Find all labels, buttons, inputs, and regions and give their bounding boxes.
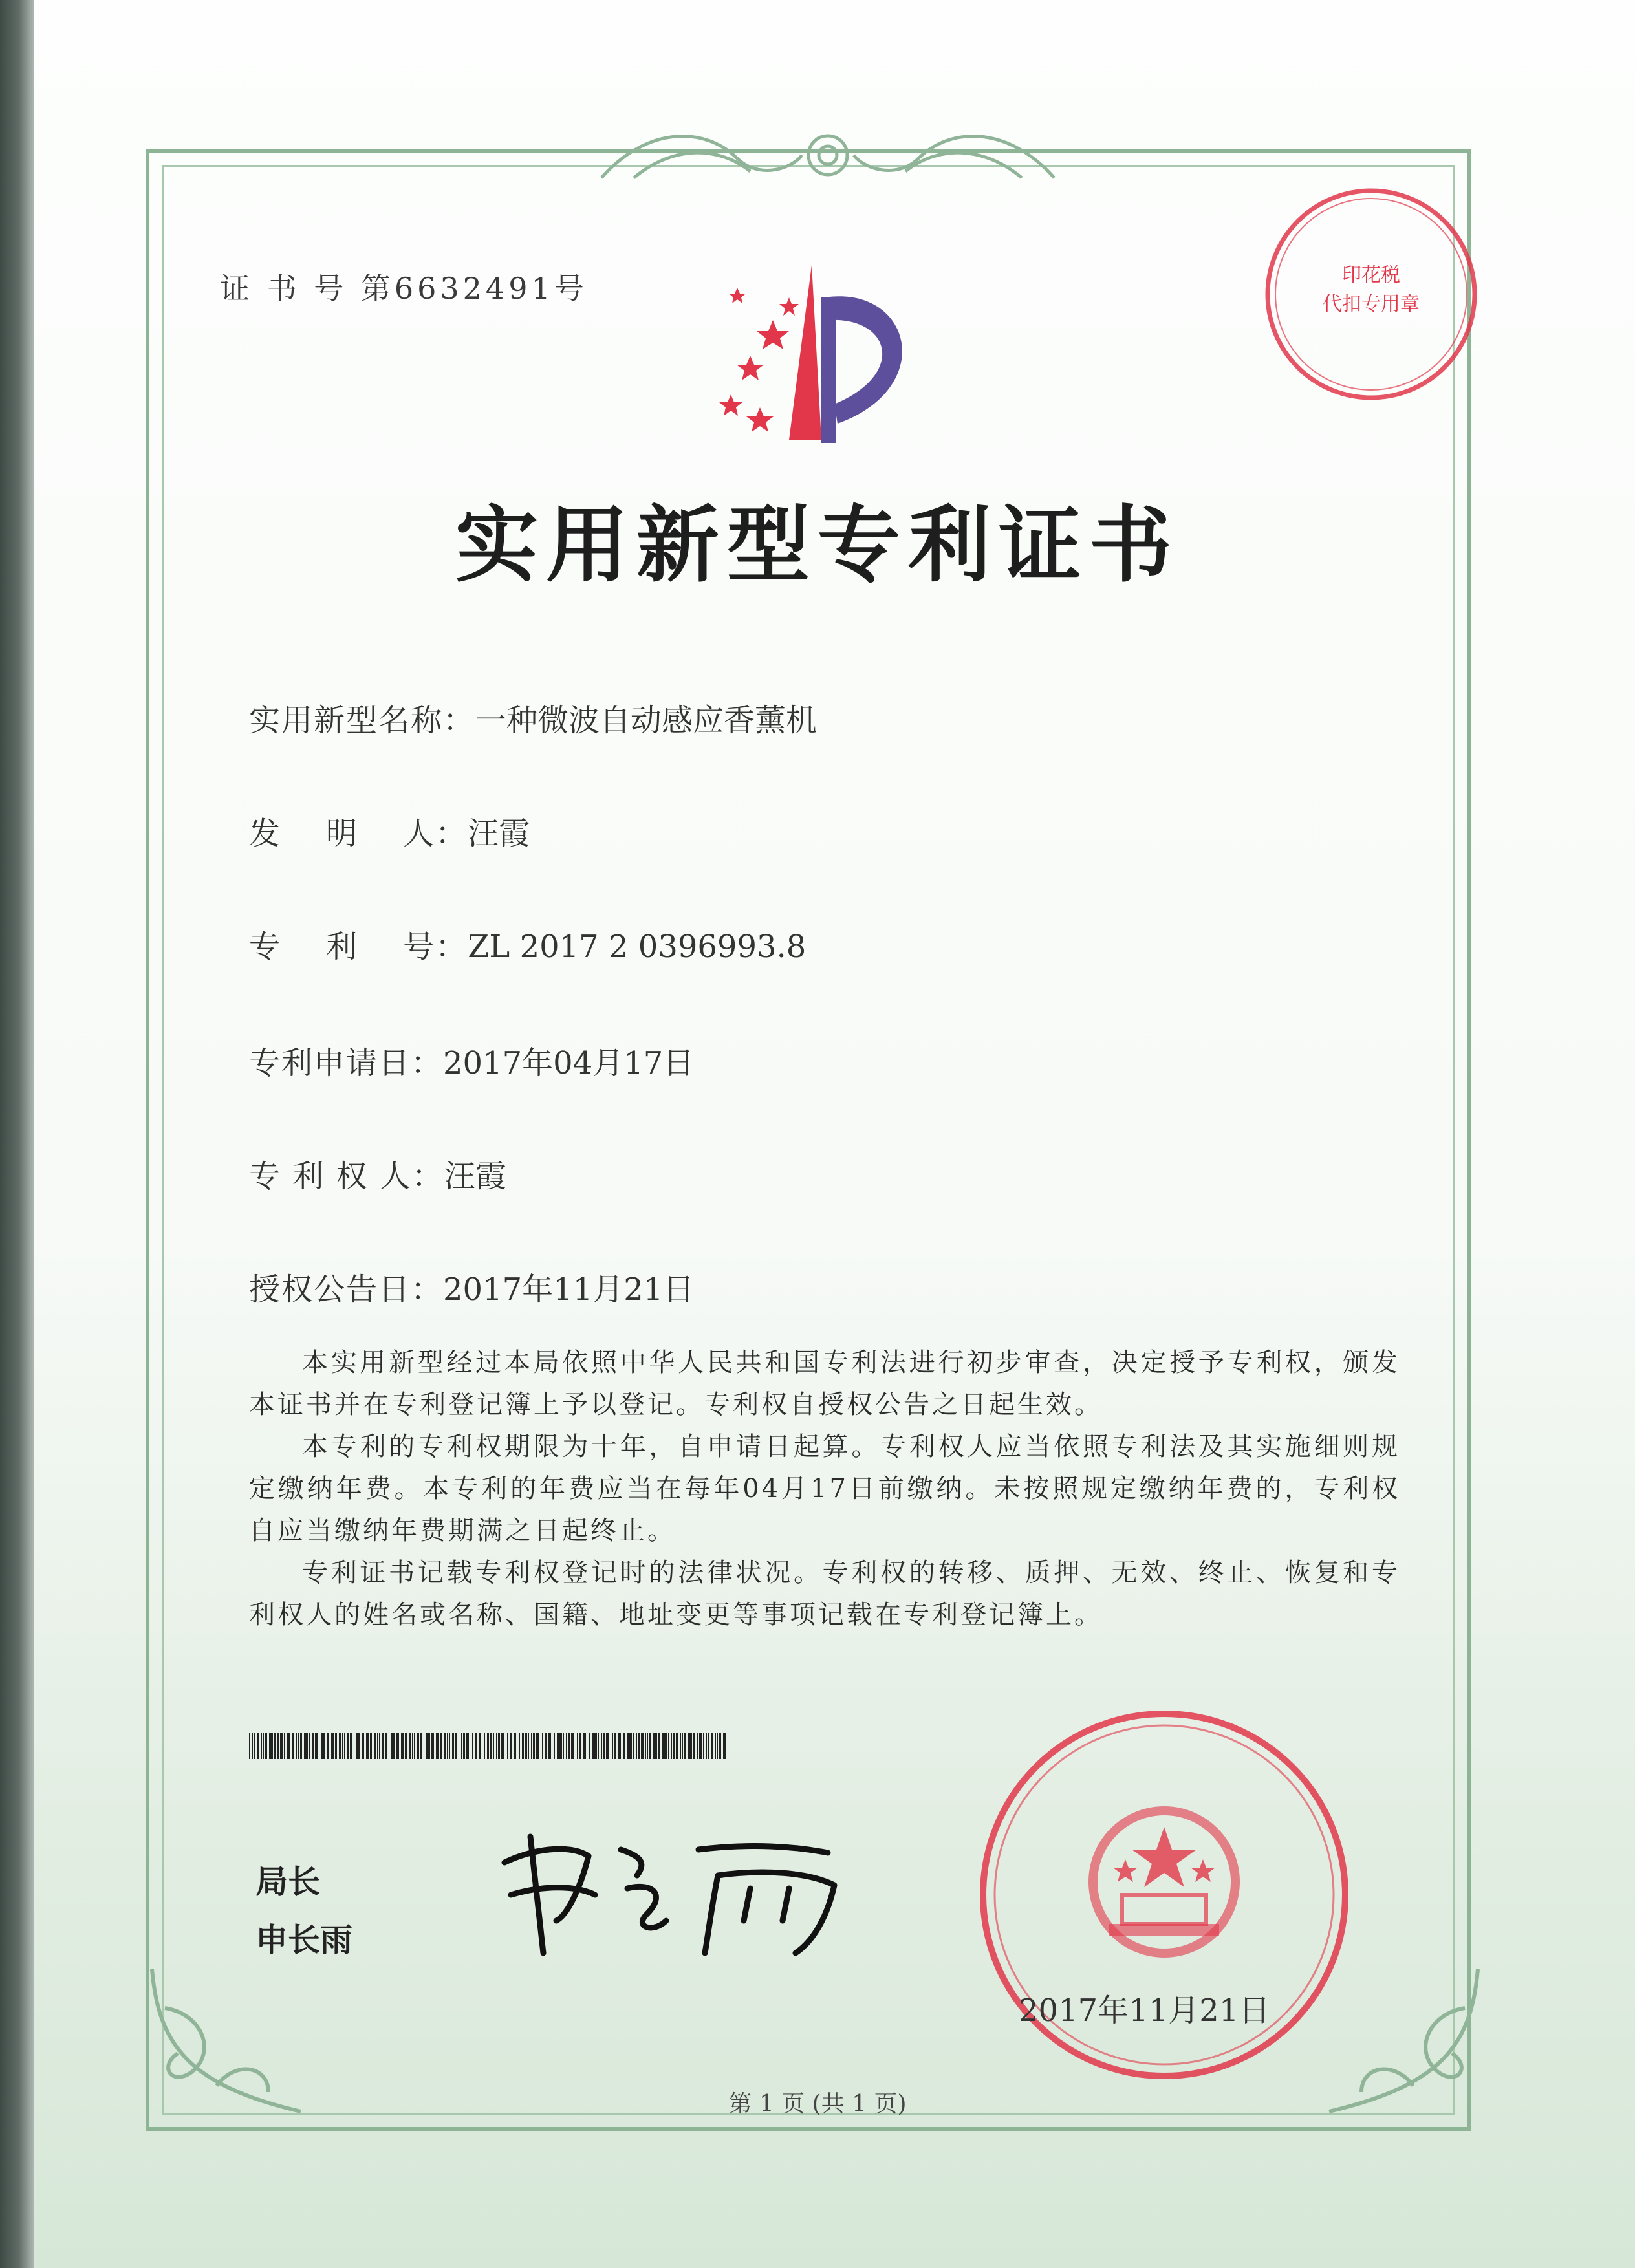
barcode-bar <box>249 1733 250 1759</box>
barcode-bar <box>444 1733 446 1759</box>
barcode-bar <box>649 1733 651 1759</box>
barcode-bar <box>358 1733 360 1759</box>
barcode-bar <box>447 1733 448 1759</box>
barcode-bar <box>296 1733 297 1759</box>
barcode-bar <box>673 1733 675 1759</box>
barcode-bar <box>557 1733 559 1759</box>
barcode-bar <box>627 1733 629 1759</box>
barcode-bar <box>592 1733 594 1759</box>
barcode-bar <box>327 1733 329 1759</box>
barcode-bar <box>252 1733 253 1759</box>
barcode-bar <box>676 1733 678 1759</box>
barcode-bar <box>277 1733 279 1759</box>
barcode-bar <box>367 1733 369 1759</box>
barcode-bar <box>312 1733 314 1759</box>
field-label: 授权公告日： <box>249 1271 444 1308</box>
barcode-bar <box>688 1733 691 1759</box>
certificate-title: 实用新型专利证书 <box>455 497 1180 594</box>
tax-seal-center-line1: 印花税 <box>1342 264 1400 286</box>
barcode-bar <box>331 1733 332 1759</box>
barcode-bar <box>653 1733 656 1759</box>
barcode-bar <box>680 1733 681 1759</box>
barcode-bar <box>647 1733 648 1759</box>
barcode-bar <box>263 1733 264 1759</box>
barcode-bar <box>437 1733 439 1759</box>
barcode-bar <box>636 1733 637 1759</box>
body-paragraph: 本专利的专利权期限为十年，自申请日起算。专利权人应当依照专利法及其实施细则规定缴纳年费。本专利的年费应当在每年04月17日前缴纳。未按照规定缴纳年费的，专利权自应当缴纳年费期满之日起终止。 <box>249 1432 1400 1546</box>
barcode-bar <box>641 1733 644 1759</box>
barcode-bar <box>292 1733 294 1759</box>
barcode-bar <box>496 1733 497 1759</box>
barcode-bar <box>284 1733 285 1759</box>
barcode-bar <box>598 1733 599 1759</box>
barcode-bar <box>300 1733 302 1759</box>
barcode-bar <box>717 1733 718 1759</box>
barcode-bar <box>321 1733 323 1759</box>
page-number: 第 1 页 (共 1 页) <box>728 2091 907 2117</box>
barcode-bar <box>568 1733 570 1759</box>
barcode-bar <box>426 1733 428 1759</box>
barcode-bar <box>344 1733 345 1759</box>
field-inventor <box>249 808 530 853</box>
barcode-bar <box>542 1733 543 1759</box>
barcode-bar <box>377 1733 378 1759</box>
barcode-bar <box>335 1733 337 1759</box>
barcode-bar <box>449 1733 450 1759</box>
barcode-bar <box>261 1733 262 1759</box>
barcode-bar <box>493 1733 494 1759</box>
director-name: 申长雨 <box>255 1921 352 1959</box>
barcode-bar <box>603 1733 605 1759</box>
barcode-bar <box>645 1733 646 1759</box>
barcode-bar <box>362 1733 364 1759</box>
field-label: 专 利 权 人： <box>249 1158 444 1194</box>
field-label: 专利申请日： <box>249 1045 444 1081</box>
barcode-bar <box>304 1733 307 1759</box>
barcode-bar <box>479 1733 481 1759</box>
barcode-bar <box>309 1733 310 1759</box>
barcode-bar <box>684 1733 686 1759</box>
barcode-bar <box>332 1733 334 1759</box>
barcode-bar <box>554 1733 555 1759</box>
barcode-bar <box>612 1733 613 1759</box>
tax-seal-center-line2: 代扣专用章 <box>1323 293 1420 316</box>
field-utility-model-name <box>249 695 817 740</box>
barcode-bar <box>571 1733 574 1759</box>
barcode-bar <box>461 1733 462 1759</box>
barcode-bar <box>342 1733 343 1759</box>
barcode-bar <box>601 1733 602 1759</box>
barcode-bar <box>366 1733 367 1759</box>
field-label: 实用新型名称： <box>249 702 476 739</box>
field-label: 专 利 号： <box>249 929 468 965</box>
barcode-bar <box>356 1733 358 1759</box>
barcode-bar <box>382 1733 384 1759</box>
barcode-bar <box>257 1733 259 1759</box>
binding-strip <box>0 0 34 2268</box>
barcode-bar <box>409 1733 411 1759</box>
barcode-bar <box>638 1733 640 1759</box>
barcode-bar <box>274 1733 276 1759</box>
top-ornament <box>595 120 1061 191</box>
barcode-bar <box>347 1733 349 1759</box>
barcode-bar <box>472 1733 473 1759</box>
field-value: 2017年11月21日 <box>443 1271 695 1308</box>
barcode-bar <box>682 1733 683 1759</box>
barcode-bar <box>708 1733 709 1759</box>
barcode-bar <box>440 1733 442 1759</box>
barcode-bar <box>528 1733 529 1759</box>
barcode-bar <box>402 1733 404 1759</box>
barcode-bar <box>487 1733 489 1759</box>
field-grant-date <box>249 1264 694 1309</box>
barcode-bar <box>579 1733 581 1759</box>
barcode-bar <box>350 1733 352 1759</box>
barcode-bar <box>484 1733 485 1759</box>
barcode-bar <box>323 1733 325 1759</box>
office-seal <box>970 1701 1358 2089</box>
barcode-bar <box>298 1733 299 1759</box>
barcode-bar <box>711 1733 713 1759</box>
barcode-bar <box>589 1733 590 1759</box>
barcode-bar <box>269 1733 272 1759</box>
certificate-number: 证 书 号 第6632491号 <box>220 271 588 306</box>
barcode-bar <box>452 1733 454 1759</box>
field-application-date <box>249 1038 694 1083</box>
barcode-bar <box>594 1733 597 1759</box>
barcode-bar <box>431 1733 434 1759</box>
barcode-bar <box>703 1733 704 1759</box>
barcode-bar <box>577 1733 578 1759</box>
barcode-bar <box>525 1733 527 1759</box>
barcode-bar <box>254 1733 255 1759</box>
field-value: 2017年04月17日 <box>443 1045 695 1081</box>
barcode-bar <box>280 1733 283 1759</box>
barcode-bar <box>691 1733 692 1759</box>
director-signature <box>492 1824 854 1966</box>
barcode-bar <box>420 1733 422 1759</box>
barcode-bar <box>501 1733 504 1759</box>
barcode-bar <box>455 1733 457 1759</box>
barcode-bar <box>697 1733 698 1759</box>
field-value: 汪霞 <box>468 815 530 852</box>
barcode-bar <box>507 1733 508 1759</box>
patent-office-logo <box>698 259 957 453</box>
field-label: 发 明 人： <box>249 815 468 852</box>
barcode-bar <box>606 1733 609 1759</box>
barcode-bar <box>559 1733 562 1759</box>
barcode-bar <box>514 1733 516 1759</box>
barcode-bar <box>307 1733 308 1759</box>
barcode-bar <box>715 1733 716 1759</box>
barcode-bar <box>519 1733 520 1759</box>
barcode-bar <box>566 1733 567 1759</box>
barcode-bar <box>522 1733 524 1759</box>
seal-date: 2017年11月21日 <box>1019 1993 1270 2029</box>
field-value: 一种微波自动感应香薰机 <box>475 702 817 739</box>
barcode-bar <box>272 1733 273 1759</box>
barcode-bar <box>548 1733 551 1759</box>
barcode-bar <box>614 1733 616 1759</box>
barcode-bar <box>583 1733 586 1759</box>
barcode-bar <box>265 1733 267 1759</box>
barcode-bar <box>385 1733 387 1759</box>
barcode-bar <box>662 1733 664 1759</box>
barcode-bar <box>315 1733 318 1759</box>
field-patent-number <box>249 922 806 966</box>
tax-stamp-seal <box>1261 184 1481 404</box>
barcode-bar <box>671 1733 672 1759</box>
barcode-bar <box>668 1733 669 1759</box>
barcode-bar <box>510 1733 512 1759</box>
barcode-bar <box>475 1733 477 1759</box>
barcode-bar <box>379 1733 380 1759</box>
certificate-body <box>249 1342 1400 1636</box>
barcode-bar <box>658 1733 660 1759</box>
barcode-bar <box>536 1733 539 1759</box>
barcode-bar <box>693 1733 695 1759</box>
barcode-bar <box>417 1733 419 1759</box>
barcode-bar <box>563 1733 564 1759</box>
barcode-bar <box>629 1733 632 1759</box>
barcode-bar <box>370 1733 372 1759</box>
field-value: 汪霞 <box>444 1158 506 1194</box>
barcode-bar <box>699 1733 702 1759</box>
barcode-bar <box>405 1733 407 1759</box>
barcode-bar <box>490 1733 492 1759</box>
body-paragraph: 本实用新型经过本局依照中华人民共和国专利法进行初步审查，决定授予专利权，颁发本证书并在专利登记簿上予以登记。专利权自授权公告之日起生效。 <box>249 1348 1400 1420</box>
barcode-bar <box>391 1733 393 1759</box>
body-paragraph: 专利证书记载专利权登记时的法律状况。专利权的转移、质押、无效、终止、恢复和专利权人的姓名或名称、国籍、地址变更等事项记载在专利登记簿上。 <box>249 1558 1400 1630</box>
barcode-bar <box>393 1733 395 1759</box>
barcode-bar <box>288 1733 290 1759</box>
barcode-bar <box>396 1733 399 1759</box>
barcode-bar <box>466 1733 469 1759</box>
barcode-bar <box>428 1733 430 1759</box>
barcode-bar <box>374 1733 376 1759</box>
barcode-bar <box>664 1733 667 1759</box>
barcode-bar <box>719 1733 721 1759</box>
barcode-bar <box>656 1733 657 1759</box>
barcode-bar <box>531 1733 532 1759</box>
barcode-bar <box>401 1733 402 1759</box>
barcode-bar <box>545 1733 547 1759</box>
barcode-bar <box>633 1733 634 1759</box>
barcode-bar <box>412 1733 413 1759</box>
barcode-bar <box>623 1733 625 1759</box>
director-title: 局长 <box>255 1863 320 1901</box>
barcode-bar <box>533 1733 535 1759</box>
barcode-bar <box>498 1733 500 1759</box>
barcode-bar <box>618 1733 621 1759</box>
barcode-bar <box>706 1733 707 1759</box>
barcode-bar <box>723 1733 726 1759</box>
field-patentee <box>249 1151 506 1196</box>
barcode <box>249 1733 728 1759</box>
barcode-bar <box>463 1733 465 1759</box>
field-value: ZL 2017 2 0396993.8 <box>468 929 807 965</box>
barcode-bar <box>287 1733 288 1759</box>
barcode-bar <box>414 1733 415 1759</box>
barcode-bar <box>339 1733 341 1759</box>
barcode-bar <box>436 1733 437 1759</box>
